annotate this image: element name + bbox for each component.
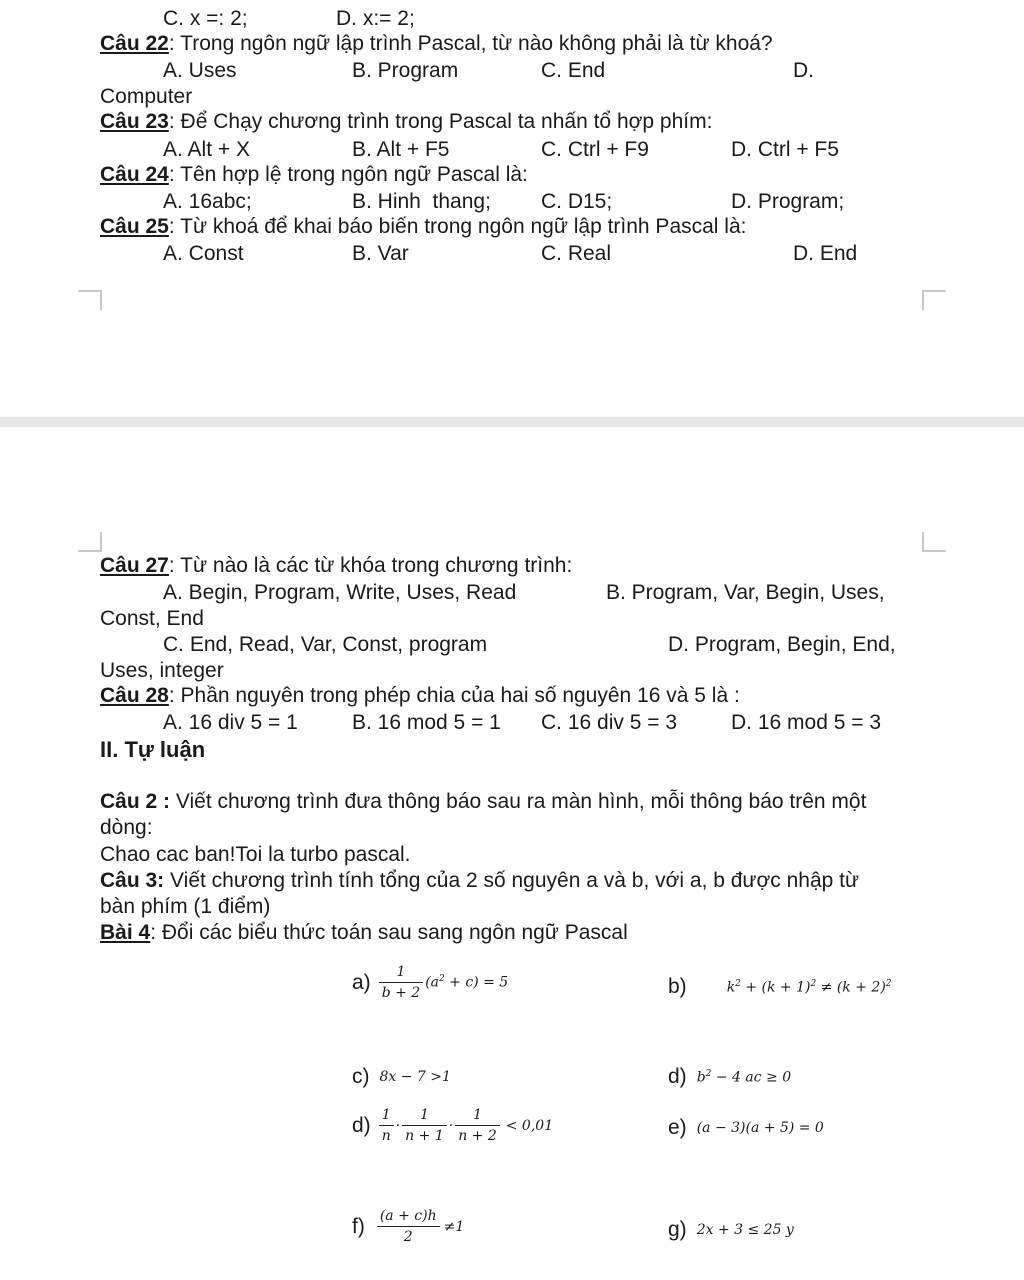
q27-option-d-continued: Uses, integer [100,659,224,682]
expr-g-label: g) [668,1218,687,1241]
q23-option-c: C. Ctrl + F9 [541,138,649,161]
essay-q2-text-continued: dòng: [100,816,153,839]
expr-d1 [668,1065,791,1089]
q27-option-d: D. Program, Begin, End, [668,633,896,656]
essay-q3-text: Viết chương trình tính tổng của 2 số nguyên a và b, với a, b được nhập từ [164,869,860,892]
q25-text: : Từ khoá để khai báo biến trong ngôn ngữ lập trình Pascal là: [168,215,747,238]
expr-g-body: 2x + 3 ≤ 25 y [696,1222,794,1238]
bai4-text: : Đổi các biểu thức toán sau sang ngôn ngữ Pascal [150,921,628,944]
q28-text: : Phần nguyên trong phép chia của hai số nguyên 16 và 5 là : [168,684,740,707]
essay-q2-text: Viết chương trình đưa thông báo sau ra màn hình, mỗi thông báo trên một [170,790,867,813]
q25-option-b: B. Var [352,242,409,265]
q22-text: : Trong ngôn ngữ lập trình Pascal, từ nào không phải là từ khoá? [168,32,773,55]
q25-label: Câu 25 [100,215,169,238]
expr-f [352,1206,464,1247]
bai4-stem [100,921,628,945]
essay-q3-label: Câu 3: [100,869,165,892]
essay-q3-stem [100,868,859,894]
q28-option-c: C. 16 div 5 = 3 [541,711,677,734]
expr-a-numerator: 1 [379,962,424,983]
q24-option-c: C. D15; [541,190,613,213]
expr-b-label: b) [668,975,687,998]
section-title: II. Tự luận [100,737,206,762]
q23-label: Câu 23 [100,110,169,133]
expr-b [668,975,892,999]
essay-q2-stem [100,789,866,815]
expr-e-label: e) [668,1116,687,1139]
q27-option-c: C. End, Read, Var, Const, program [163,633,488,656]
expr-c-body: 8x − 7 >1 [379,1069,451,1085]
q22-option-c: C. End [541,59,606,82]
q28-option-d: D. 16 mod 5 = 3 [731,711,882,734]
expr-g [668,1218,794,1242]
q25-option-a: A. Const [163,242,244,265]
q25-option-c: C. Real [541,242,612,265]
q28-label: Câu 28 [100,684,169,707]
q24-option-d: D. Program; [731,190,845,213]
q24-option-b: B. Hinh thang; [352,190,491,213]
q27-option-b: B. Program, Var, Begin, Uses, [606,581,885,604]
page-corner-mark [922,290,946,310]
q21-option-c: C. x =: 2; [163,7,248,30]
page-corner-mark [78,290,102,310]
q27-option-b-continued: Const, End [100,607,204,630]
expr-a-denominator: b + 2 [381,985,421,1001]
q23-option-d: D. Ctrl + F5 [731,138,839,161]
expr-d2-fraction-3: $\frac{1}{n + 2}$ [455,1105,500,1146]
essay-q3-text-continued: bàn phím (1 điểm) [100,895,271,918]
expr-a-fraction [379,962,424,1003]
expr-c-label: c) [352,1065,370,1088]
q22-stem [100,32,773,56]
q25-stem [100,215,746,239]
expr-a-tail: $(a^2 + c) = 5$ [425,974,509,991]
page-separator [0,417,1024,427]
q24-stem [100,163,528,187]
q21-option-d: D. x:= 2; [336,7,415,30]
q25-option-d: D. End [793,242,858,265]
expr-f-fraction: $\frac{(a + c)h}{2}$ [377,1206,440,1247]
q24-text: : Tên hợp lệ trong ngôn ngữ Pascal là: [168,163,528,186]
expr-d1-body: $b^2 - 4$ ac ≥ 0 [696,1068,792,1086]
expr-f-label: f) [352,1214,365,1238]
expr-c [352,1065,451,1089]
q27-stem [100,554,572,578]
expr-b-body: $k^2 + (k + 1)^2 \ne (k + 2)^2$ [726,978,892,996]
q23-text: : Để Chạy chương trình trong Pascal ta nhấn tổ hợp phím: [168,110,713,133]
q28-option-b: B. 16 mod 5 = 1 [352,711,501,734]
essay-q2-sample: Chao cac ban!Toi la turbo pascal. [100,843,411,866]
q22-label: Câu 22 [100,32,169,55]
expr-d2-dot: · [395,1117,401,1134]
expr-d2-fraction-2: $\frac{1}{n + 1}$ [402,1105,447,1146]
expr-a [352,962,508,1003]
q23-option-a: A. Alt + X [163,138,250,161]
page-corner-mark [922,532,946,552]
expr-e [668,1116,824,1140]
q27-label: Câu 27 [100,554,169,577]
q24-label: Câu 24 [100,163,169,186]
expr-d2-tail: < 0,01 [505,1117,554,1134]
q27-text: : Từ nào là các từ khóa trong chương trình: [168,554,573,577]
q23-option-b: B. Alt + F5 [352,138,450,161]
q24-option-a: A. 16abc; [163,190,252,213]
expr-a-label: a) [352,970,371,994]
bai4-label: Bài 4 [100,921,151,944]
expr-d2 [352,1105,553,1146]
expr-f-tail: ≠1 [443,1218,465,1235]
q22-option-a: A. Uses [163,59,237,82]
q28-option-a: A. 16 div 5 = 1 [163,711,298,734]
q27-option-a: A. Begin, Program, Write, Uses, Read [163,581,517,604]
q22-option-d: D. [793,59,814,82]
q23-stem [100,110,712,134]
q28-stem [100,684,740,708]
expr-d1-label: d) [668,1065,687,1088]
page-corner-mark [78,532,102,552]
expr-d2-dot: · [448,1117,454,1134]
expr-e-body: (a − 3)(a + 5) = 0 [696,1120,824,1136]
essay-q2-label: Câu 2 : [100,790,171,813]
q22-option-d-continued: Computer [100,85,193,108]
expr-d2-fraction-1: $\frac{1}{n}$ [379,1105,394,1146]
q22-option-b: B. Program [352,59,459,82]
expr-d2-label: d) [352,1113,371,1137]
